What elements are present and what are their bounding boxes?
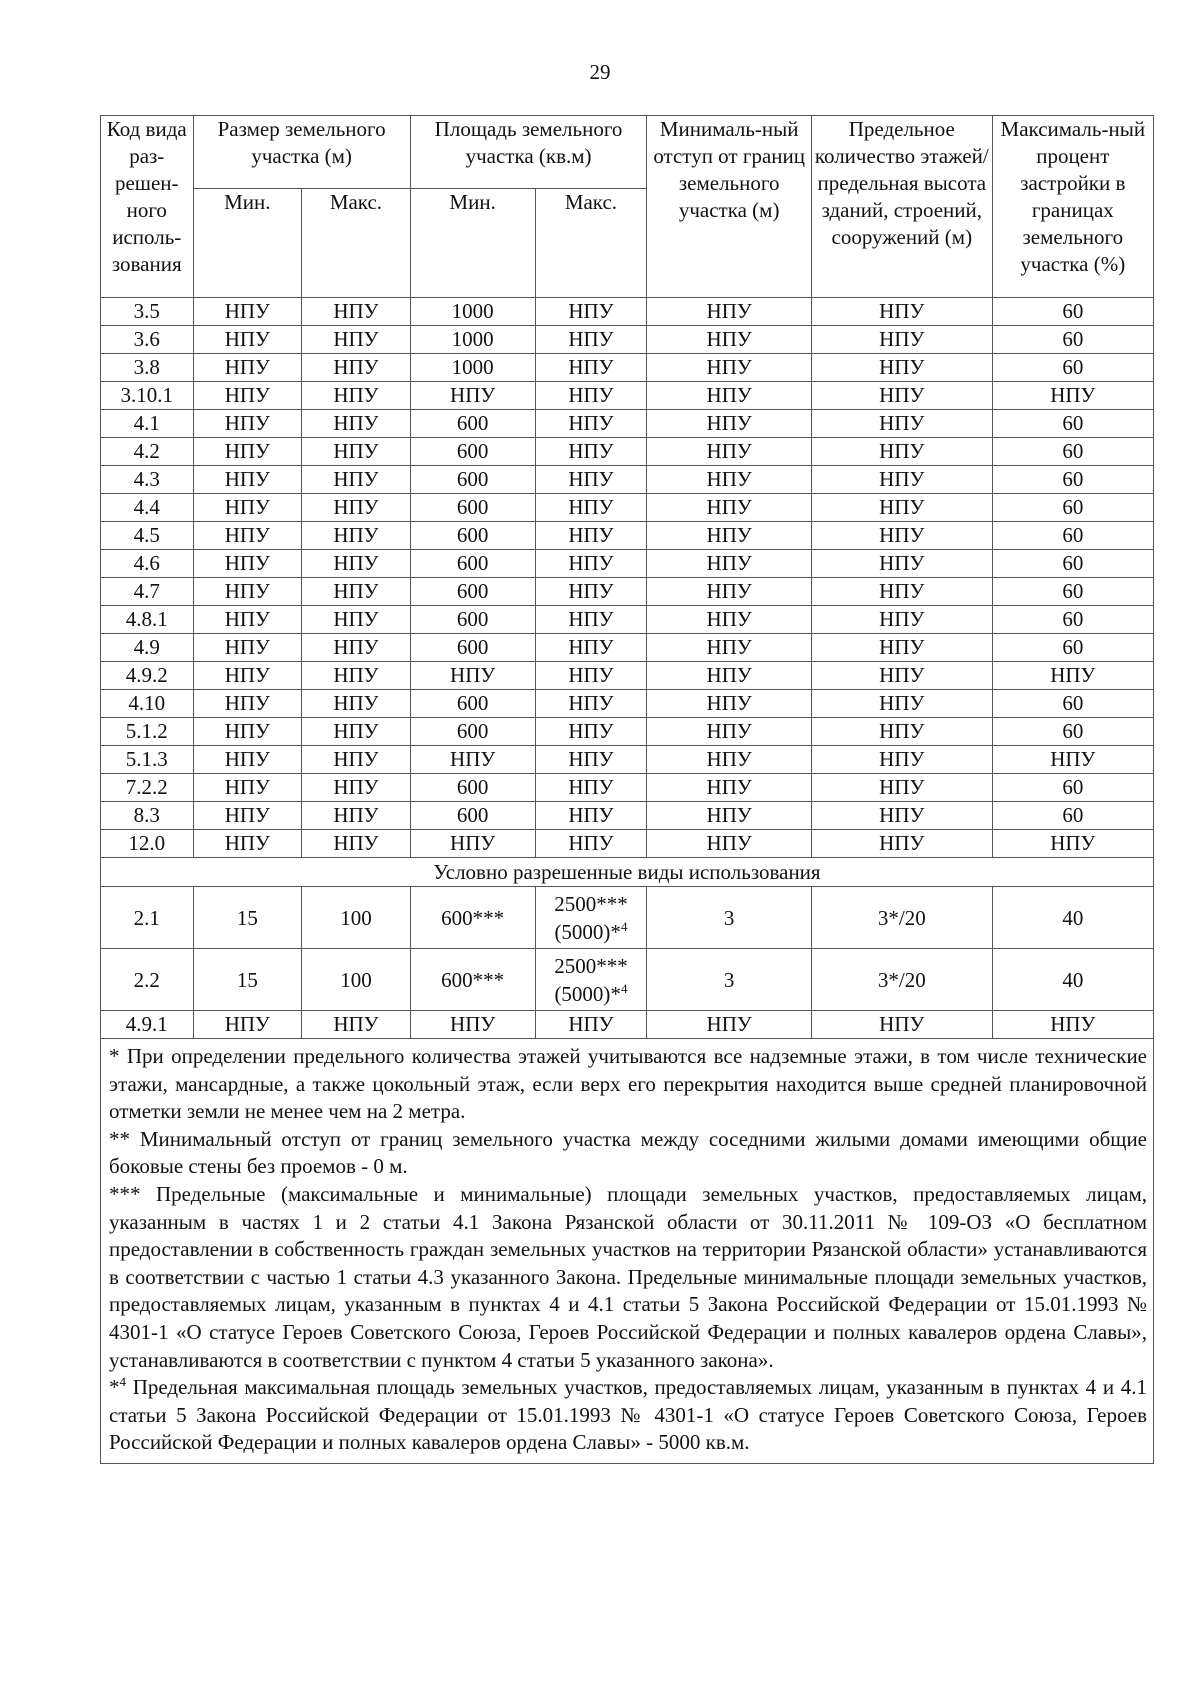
cell-area-max: НПУ [535, 382, 647, 410]
footnote-sup: 4 [620, 980, 628, 996]
cell-size-min: НПУ [193, 522, 302, 550]
cell-area-max: НПУ [535, 634, 647, 662]
cell-code: 4.4 [101, 494, 194, 522]
table-row [101, 578, 1154, 606]
cell-percent: НПУ [992, 1011, 1153, 1039]
cell-code: 2.2 [101, 949, 194, 1011]
header-area-min: Мин. [410, 189, 535, 298]
table-row-conditional [101, 949, 1154, 1011]
cell-percent: 60 [992, 690, 1153, 718]
cell-size-max: НПУ [302, 774, 411, 802]
cell-area-max: НПУ [535, 466, 647, 494]
cell-code: 3.8 [101, 354, 194, 382]
table-row-last [101, 1011, 1154, 1039]
cell-area-min: 600 [410, 690, 535, 718]
cell-size-min: НПУ [193, 382, 302, 410]
table-row [101, 830, 1154, 858]
cell-percent: 60 [992, 550, 1153, 578]
cell-code: 4.9.1 [101, 1011, 194, 1039]
cell-code: 12.0 [101, 830, 194, 858]
cell-floors: НПУ [811, 298, 992, 326]
cell-size-max: НПУ [302, 438, 411, 466]
cell-area-min: НПУ [410, 1011, 535, 1039]
cell-setback: НПУ [647, 382, 812, 410]
cell-area-max: НПУ [535, 774, 647, 802]
cell-floors: НПУ [811, 830, 992, 858]
footnote-sup: 4 [620, 918, 628, 934]
cell-area-max [535, 887, 647, 949]
cell-percent: 60 [992, 326, 1153, 354]
cell-code: 3.6 [101, 326, 194, 354]
cell-area-min: 600 [410, 606, 535, 634]
cell-area-min: НПУ [410, 830, 535, 858]
cell-setback: НПУ [647, 298, 812, 326]
cell-size-min: НПУ [193, 746, 302, 774]
cell-area-min: НПУ [410, 382, 535, 410]
cell-size-min: НПУ [193, 830, 302, 858]
cell-setback: НПУ [647, 662, 812, 690]
cell-code: 4.9 [101, 634, 194, 662]
cell-area-max: НПУ [535, 718, 647, 746]
cell-size-max: НПУ [302, 354, 411, 382]
table-row [101, 606, 1154, 634]
cell-area-min: 600 [410, 802, 535, 830]
cell-size-max: НПУ [302, 466, 411, 494]
cell-percent: 40 [992, 887, 1153, 949]
cell-size-min: НПУ [193, 466, 302, 494]
cell-area-max [535, 949, 647, 1011]
table-row [101, 718, 1154, 746]
cell-area-max: НПУ [535, 298, 647, 326]
cell-percent: 60 [992, 466, 1153, 494]
cell-size-min: НПУ [193, 634, 302, 662]
table-row [101, 690, 1154, 718]
cell-floors: НПУ [811, 802, 992, 830]
cell-code: 4.1 [101, 410, 194, 438]
cell-code: 7.2.2 [101, 774, 194, 802]
cell-size-min: НПУ [193, 662, 302, 690]
cell-floors: НПУ [811, 466, 992, 494]
cell-percent: 60 [992, 578, 1153, 606]
table-row [101, 522, 1154, 550]
header-area: Площадь земельного участка (кв.м) [410, 116, 647, 189]
cell-size-max: НПУ [302, 802, 411, 830]
header-size-min: Мин. [193, 189, 302, 298]
table-row [101, 438, 1154, 466]
cell-size-max: НПУ [302, 410, 411, 438]
cell-floors: НПУ [811, 662, 992, 690]
cell-size-max: 100 [302, 949, 411, 1011]
cell-area-max: НПУ [535, 522, 647, 550]
cell-size-min: НПУ [193, 494, 302, 522]
table-row [101, 354, 1154, 382]
cell-percent: 60 [992, 494, 1153, 522]
table-body [101, 298, 1154, 858]
table-row [101, 466, 1154, 494]
cell-size-max: НПУ [302, 326, 411, 354]
area-max-line1: 2500*** [554, 891, 628, 916]
table-row [101, 494, 1154, 522]
table-row [101, 326, 1154, 354]
cell-percent: 40 [992, 949, 1153, 1011]
header-percent: Максималь-ный процент застройки в границах земельного участка (%) [992, 116, 1153, 298]
cell-code: 4.2 [101, 438, 194, 466]
cell-size-max: НПУ [302, 690, 411, 718]
cell-setback: НПУ [647, 438, 812, 466]
cell-percent: НПУ [992, 382, 1153, 410]
cell-code: 4.5 [101, 522, 194, 550]
cell-setback: НПУ [647, 746, 812, 774]
cell-area-max: НПУ [535, 690, 647, 718]
cell-area-max: НПУ [535, 606, 647, 634]
cell-setback: НПУ [647, 410, 812, 438]
cell-code: 4.3 [101, 466, 194, 494]
footnote-4 [109, 1374, 1147, 1457]
cell-setback: НПУ [647, 830, 812, 858]
cell-area-max: НПУ [535, 410, 647, 438]
cell-percent: 60 [992, 718, 1153, 746]
cell-percent: НПУ [992, 746, 1153, 774]
cell-area-max: НПУ [535, 1011, 647, 1039]
footnote-2: ** Минимальный отступ от границ земельного участка между соседними жилыми домами имеющими общие боковые стены без проемов - 0 м. [109, 1126, 1147, 1179]
cell-setback: 3 [647, 949, 812, 1011]
header-floors: Предельное количество этажей/ предельная высота зданий, строений, сооружений (м) [811, 116, 992, 298]
cell-floors: НПУ [811, 578, 992, 606]
cell-area-max: НПУ [535, 438, 647, 466]
cell-setback: НПУ [647, 550, 812, 578]
cell-percent: НПУ [992, 662, 1153, 690]
footnote-4-text: Предельная максимальная площадь земельных участков, предоставляемых лицам, указанным в пунктах 4 и 4.1 статьи 5 Закона Российской Федерации от 15.01.1993 № 4301-1 «О статусе Героев Советского Союза, Героев Российской Федерации и полных кавалеров ордена Славы» - 5000 кв.м. [109, 1375, 1147, 1455]
header-area-max: Макс. [535, 189, 647, 298]
cell-area-min: 600 [410, 522, 535, 550]
cell-floors: НПУ [811, 382, 992, 410]
cell-code: 4.10 [101, 690, 194, 718]
cell-area-min: 600 [410, 438, 535, 466]
cell-percent: 60 [992, 298, 1153, 326]
cell-size-min: НПУ [193, 606, 302, 634]
cell-floors: НПУ [811, 774, 992, 802]
section-row [101, 858, 1154, 887]
cell-code: 4.8.1 [101, 606, 194, 634]
cell-percent: 60 [992, 802, 1153, 830]
cell-percent: 60 [992, 774, 1153, 802]
footnote-3: *** Предельные (максимальные и минимальные) площади земельных участков, предоставляемых лицам, указанным в частях 1 и 2 статьи 4.1 Закона Рязанской области от 30.11.2011 № 109-ОЗ «О бесплатном предоставлении в собственность граждан земельных участков на территории Рязанской области» устанавливаются в соответствии с частью 1 статьи 4.3 указанного Закона. Предельные минимальные площади земельных участков, предоставляемых лицам, указанным в пунктах 4 и 4.1 статьи 5 Закона Российской Федерации от 15.01.1993 № 4301-1 «О статусе Героев Советского Союза, Героев Российской Федерации и полных кавалеров ордена Славы», устанавливаются в соответствии с пунктом 4 статьи 5 указанного закона». [109, 1181, 1147, 1372]
cell-code: 4.7 [101, 578, 194, 606]
cell-size-min: 15 [193, 949, 302, 1011]
cell-percent: 60 [992, 606, 1153, 634]
cell-floors: НПУ [811, 410, 992, 438]
cell-setback: НПУ [647, 494, 812, 522]
cell-size-max: НПУ [302, 634, 411, 662]
cell-code: 4.9.2 [101, 662, 194, 690]
table-header [101, 116, 1154, 298]
cell-percent: 60 [992, 522, 1153, 550]
cell-area-max: НПУ [535, 830, 647, 858]
cell-setback: НПУ [647, 466, 812, 494]
cell-size-max: НПУ [302, 382, 411, 410]
cell-area-min: 1000 [410, 298, 535, 326]
cell-code: 5.1.3 [101, 746, 194, 774]
cell-area-max: НПУ [535, 326, 647, 354]
cell-floors: НПУ [811, 438, 992, 466]
cell-floors: НПУ [811, 494, 992, 522]
cell-area-min: НПУ [410, 746, 535, 774]
header-size: Размер земельного участка (м) [193, 116, 410, 189]
cell-size-min: НПУ [193, 298, 302, 326]
cell-size-min: НПУ [193, 774, 302, 802]
cell-area-max: НПУ [535, 550, 647, 578]
table-row [101, 410, 1154, 438]
footnote-1: * При определении предельного количества этажей учитываются все надземные этажи, в том числе технические этажи, мансардные, а также цокольный этаж, если верх его перекрытия находится выше средней планировочной отметки земли не менее чем на 2 метра. [109, 1044, 1147, 1124]
cell-code: 8.3 [101, 802, 194, 830]
cell-size-max: НПУ [302, 578, 411, 606]
cell-setback: НПУ [647, 354, 812, 382]
cell-area-min: 600 [410, 774, 535, 802]
header-code: Код вида раз-решен-ного исполь-зования [101, 116, 194, 298]
cell-setback: НПУ [647, 606, 812, 634]
cell-area-min: 600 [410, 550, 535, 578]
cell-area-min: 600 [410, 410, 535, 438]
cell-size-max: НПУ [302, 718, 411, 746]
cell-code: 4.6 [101, 550, 194, 578]
cell-percent: 60 [992, 410, 1153, 438]
cell-size-min: НПУ [193, 326, 302, 354]
area-max-value: (5000)* [554, 981, 621, 1006]
table-row [101, 382, 1154, 410]
cell-setback: НПУ [647, 634, 812, 662]
table-row [101, 550, 1154, 578]
cell-setback: НПУ [647, 774, 812, 802]
cell-area-min: 600 [410, 494, 535, 522]
cell-floors: НПУ [811, 634, 992, 662]
cell-area-max: НПУ [535, 802, 647, 830]
cell-size-min: НПУ [193, 438, 302, 466]
cell-area-max: НПУ [535, 746, 647, 774]
cell-code: 2.1 [101, 887, 194, 949]
cell-floors: НПУ [811, 550, 992, 578]
cell-floors: НПУ [811, 690, 992, 718]
cell-setback: НПУ [647, 1011, 812, 1039]
cell-floors: НПУ [811, 354, 992, 382]
cell-size-max: 100 [302, 887, 411, 949]
cell-floors: НПУ [811, 746, 992, 774]
footnotes [101, 1039, 1154, 1464]
cell-percent: 60 [992, 438, 1153, 466]
cell-size-max: НПУ [302, 1011, 411, 1039]
cell-setback: НПУ [647, 578, 812, 606]
table-row [101, 634, 1154, 662]
cell-floors: НПУ [811, 326, 992, 354]
section-title: Условно разрешенные виды использования [101, 858, 1154, 887]
cell-area-min: 600 [410, 634, 535, 662]
cell-percent: 60 [992, 634, 1153, 662]
cell-area-max: НПУ [535, 662, 647, 690]
footnote-4-sup: 4 [119, 1374, 126, 1390]
cell-floors: НПУ [811, 718, 992, 746]
page-number: 29 [589, 60, 611, 84]
cell-floors: НПУ [811, 522, 992, 550]
cell-size-min: НПУ [193, 550, 302, 578]
cell-area-min: 600 [410, 718, 535, 746]
cell-area-max: НПУ [535, 494, 647, 522]
cell-setback: НПУ [647, 326, 812, 354]
regulations-table-container [100, 115, 1154, 1464]
cell-size-min: НПУ [193, 1011, 302, 1039]
cell-area-min: 600*** [410, 949, 535, 1011]
cell-code: 5.1.2 [101, 718, 194, 746]
cell-size-min: НПУ [193, 718, 302, 746]
cell-size-max: НПУ [302, 746, 411, 774]
cell-area-max: НПУ [535, 354, 647, 382]
cell-size-max: НПУ [302, 662, 411, 690]
cell-size-min: НПУ [193, 578, 302, 606]
area-max-line2 [538, 918, 645, 946]
cell-area-min: 600 [410, 578, 535, 606]
area-max-line1: 2500*** [554, 953, 628, 978]
cell-setback: НПУ [647, 718, 812, 746]
regulations-table [100, 115, 1154, 1464]
cell-floors: НПУ [811, 1011, 992, 1039]
area-max-value: (5000)* [554, 919, 621, 944]
cell-size-max: НПУ [302, 494, 411, 522]
cell-area-min: 1000 [410, 326, 535, 354]
cell-percent: 60 [992, 354, 1153, 382]
cell-size-min: НПУ [193, 690, 302, 718]
cell-setback: НПУ [647, 802, 812, 830]
table-row [101, 662, 1154, 690]
cell-size-min: НПУ [193, 410, 302, 438]
cell-floors: 3*/20 [811, 949, 992, 1011]
cell-size-max: НПУ [302, 298, 411, 326]
header-size-max: Макс. [302, 189, 411, 298]
cell-area-min: 600 [410, 466, 535, 494]
header-setback: Минималь-ный отступ от границ земельного участка (м) [647, 116, 812, 298]
area-max-line2 [538, 980, 645, 1008]
cell-size-min: НПУ [193, 802, 302, 830]
cell-floors: 3*/20 [811, 887, 992, 949]
cell-code: 3.5 [101, 298, 194, 326]
cell-setback: 3 [647, 887, 812, 949]
footnote-4-marker: * [109, 1375, 120, 1400]
cell-code: 3.10.1 [101, 382, 194, 410]
table-row [101, 746, 1154, 774]
cell-size-min: 15 [193, 887, 302, 949]
table-row [101, 774, 1154, 802]
cell-percent: НПУ [992, 830, 1153, 858]
cell-area-max: НПУ [535, 578, 647, 606]
table-row-conditional [101, 887, 1154, 949]
notes-row [101, 1039, 1154, 1464]
cell-floors: НПУ [811, 606, 992, 634]
cell-size-max: НПУ [302, 830, 411, 858]
table-row [101, 802, 1154, 830]
cell-size-min: НПУ [193, 354, 302, 382]
cell-size-max: НПУ [302, 550, 411, 578]
cell-setback: НПУ [647, 522, 812, 550]
cell-size-max: НПУ [302, 522, 411, 550]
cell-setback: НПУ [647, 690, 812, 718]
table-row [101, 298, 1154, 326]
cell-area-min: НПУ [410, 662, 535, 690]
cell-area-min: 1000 [410, 354, 535, 382]
cell-size-max: НПУ [302, 606, 411, 634]
cell-area-min: 600*** [410, 887, 535, 949]
